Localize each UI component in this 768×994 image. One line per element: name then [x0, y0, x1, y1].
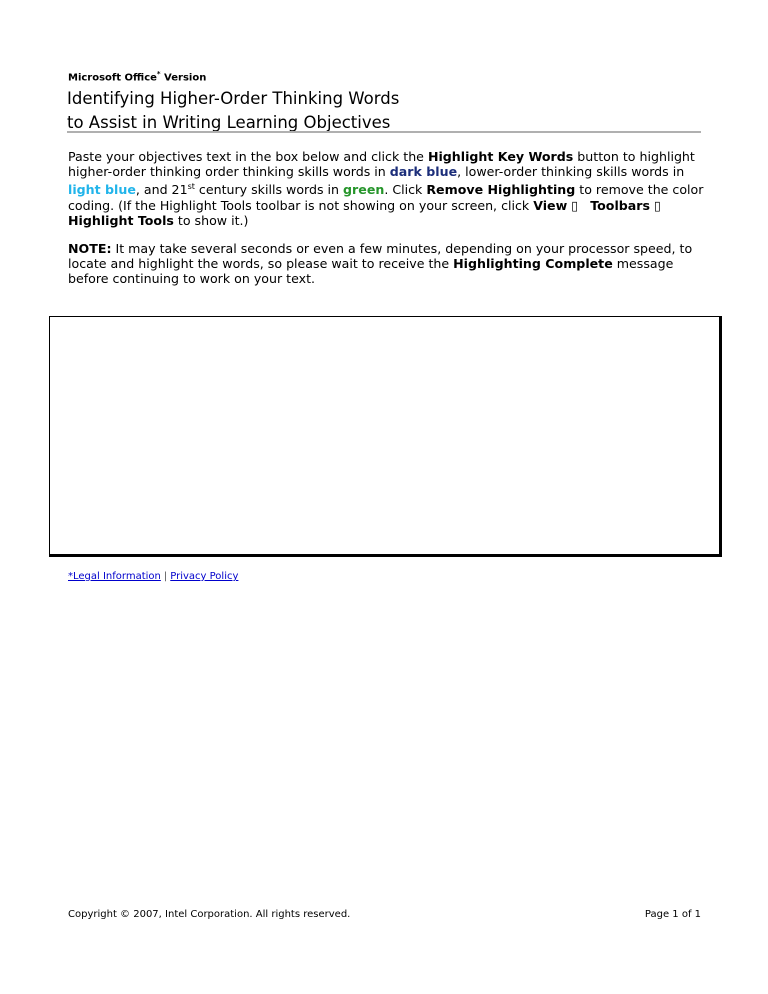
instructions-text: . Click [384, 182, 427, 198]
privacy-policy-link[interactable]: Privacy Policy [170, 571, 239, 582]
version-prefix: Microsoft Office [68, 72, 157, 84]
note-label: NOTE: [68, 241, 112, 256]
page-title [67, 87, 701, 135]
version-suffix: Version [160, 72, 207, 84]
view-menu-term: View [533, 197, 568, 213]
remove-highlighting-term: Remove Highlighting [426, 182, 576, 198]
note-paragraph [68, 241, 708, 287]
highlight-key-words-term: Highlight Key Words [427, 149, 574, 164]
instructions-text: Paste your objectives text in the box below and click the [68, 149, 428, 164]
menu-arrow-icon: ▯ [654, 197, 661, 213]
instructions-text: to remove the color coding. (If the Highlight Tools toolbar is not showing on your screen, click [68, 182, 704, 213]
menu-arrow-icon: ▯ [571, 197, 579, 213]
note-text: message before continuing to work on your text. [68, 256, 674, 287]
instructions-text: , and 21 [135, 182, 188, 198]
version-mark: * [156, 70, 161, 78]
instructions-text: , lower-order thinking skills words in [457, 164, 685, 180]
highlight-tools-term: Highlight Tools [68, 213, 174, 228]
light-blue-term: light blue [68, 182, 136, 198]
green-term: green [343, 182, 385, 198]
ordinal-suffix: st [187, 182, 195, 192]
highlighting-complete-term: Highlighting Complete [453, 256, 613, 272]
copyright-notice: Copyright © 2007, Intel Corporation. All rights reserved. [68, 909, 351, 920]
instructions-text: to show it.) [173, 213, 249, 228]
instructions-paragraph [68, 149, 708, 228]
title-line-1: Identifying Higher-Order Thinking Words [67, 89, 400, 108]
toolbars-menu-term: Toolbars [590, 197, 650, 213]
legal-information-link[interactable]: *Legal Information [68, 571, 161, 582]
instructions-text: century skills words in [194, 182, 344, 198]
instructions-text: button to highlight higher-order thinking order thinking skills words in [68, 149, 695, 180]
link-separator: | [163, 571, 168, 582]
page-number: Page 1 of 1 [644, 909, 701, 920]
version-label [68, 70, 206, 83]
footer-links [68, 571, 238, 582]
title-divider [67, 131, 701, 133]
title-line-2: to Assist in Writing Learning Objectives [67, 113, 391, 132]
objectives-text-box[interactable] [49, 316, 722, 557]
dark-blue-term: dark blue [389, 164, 458, 180]
note-text: It may take several seconds or even a few minutes, depending on your processor speed, to locate and highlight the words, so please wait to receive the [68, 241, 693, 272]
